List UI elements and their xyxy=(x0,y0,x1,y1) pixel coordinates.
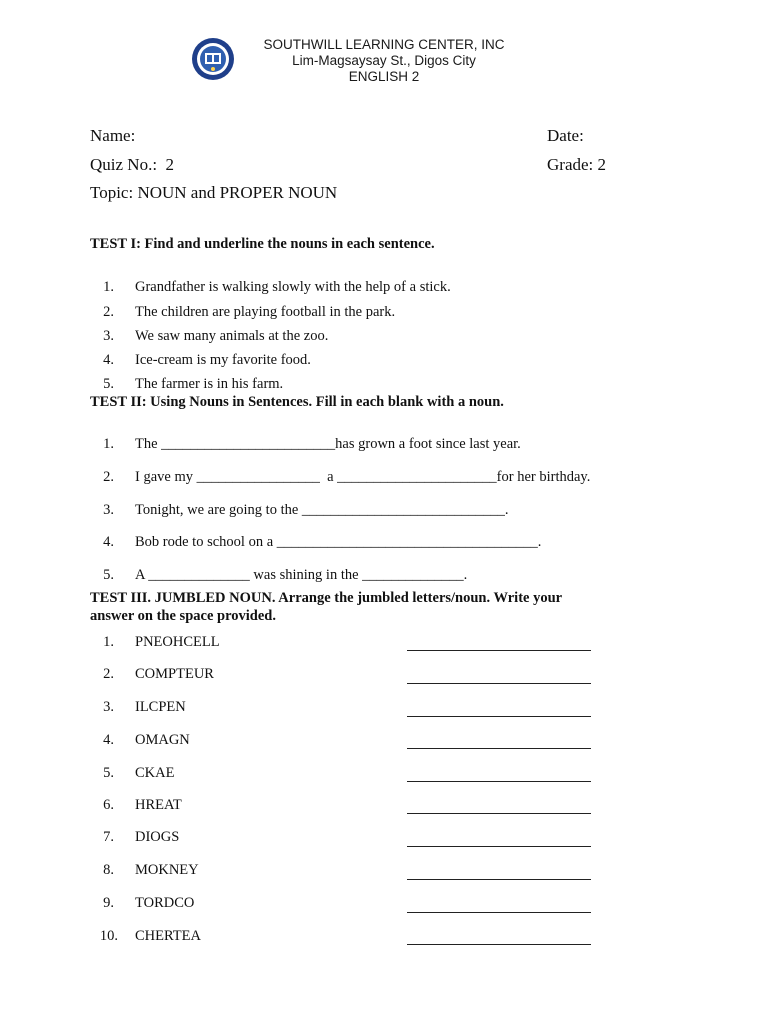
subject-title: ENGLISH 2 xyxy=(348,69,420,84)
list-item: 2. COMPTEUR xyxy=(103,666,214,682)
school-name: SOUTHWILL LEARNING CENTER, INC xyxy=(263,37,505,52)
answer-line[interactable] xyxy=(407,650,591,651)
list-item: 1. Grandfather is walking slowly with the help of a stick. xyxy=(103,279,451,295)
list-item: 2. The children are playing football in the park. xyxy=(103,304,396,320)
list-item: 4. OMAGN xyxy=(103,732,190,748)
school-address: Lim-Magsaysay St., Digos City xyxy=(292,53,476,68)
answer-line[interactable] xyxy=(407,683,591,684)
list-item: 3. We saw many animals at the zoo. xyxy=(103,328,329,344)
list-item: 10. CHERTEA xyxy=(99,928,201,944)
grade-label: Grade: 2 xyxy=(547,155,607,174)
answer-line[interactable] xyxy=(407,748,591,749)
answer-line[interactable] xyxy=(407,781,591,782)
answer-line[interactable] xyxy=(407,879,591,880)
school-seal-icon xyxy=(190,36,236,82)
list-item: 7. DIOGS xyxy=(103,829,180,845)
answer-line[interactable] xyxy=(407,912,591,913)
list-item: 5. The farmer is in his farm. xyxy=(103,376,284,392)
name-label: Name: xyxy=(90,126,136,145)
test1-heading: TEST I: Find and underline the nouns in each sentence. xyxy=(90,236,435,252)
list-item: 6. HREAT xyxy=(103,797,182,813)
list-item: 4. Bob rode to school on a ____________________________________. xyxy=(103,534,542,550)
answer-line[interactable] xyxy=(407,716,591,717)
test3-heading: TEST III. JUMBLED NOUN. Arrange the jumbled letters/noun. Write your xyxy=(90,590,563,606)
topic-label: Topic: NOUN and PROPER NOUN xyxy=(90,183,338,202)
list-item: 1. PNEOHCELL xyxy=(103,634,220,650)
list-item: 8. MOKNEY xyxy=(103,862,199,878)
answer-line[interactable] xyxy=(407,944,591,945)
quiz-number: Quiz No.: 2 xyxy=(90,155,175,174)
list-item: 2. I gave my _________________ a ______________________for her birthday. xyxy=(103,469,591,485)
list-item: 5. A ______________ was shining in the ______________. xyxy=(103,567,468,583)
list-item: 9. TORDCO xyxy=(103,895,195,911)
test3-heading-continued: answer on the space provided. xyxy=(90,608,276,624)
answer-line[interactable] xyxy=(407,846,591,847)
list-item: 3. ILCPEN xyxy=(103,699,186,715)
list-item: 4. Ice-cream is my favorite food. xyxy=(103,352,311,368)
answer-line[interactable] xyxy=(407,813,591,814)
list-item: 1. The ________________________has grown a foot since last year. xyxy=(103,436,521,452)
list-item: 3. Tonight, we are going to the ____________________________. xyxy=(103,502,509,518)
list-item: 5. CKAE xyxy=(103,765,175,781)
test2-heading: TEST II: Using Nouns in Sentences. Fill in each blank with a noun. xyxy=(90,394,504,410)
date-label: Date: xyxy=(547,126,584,145)
